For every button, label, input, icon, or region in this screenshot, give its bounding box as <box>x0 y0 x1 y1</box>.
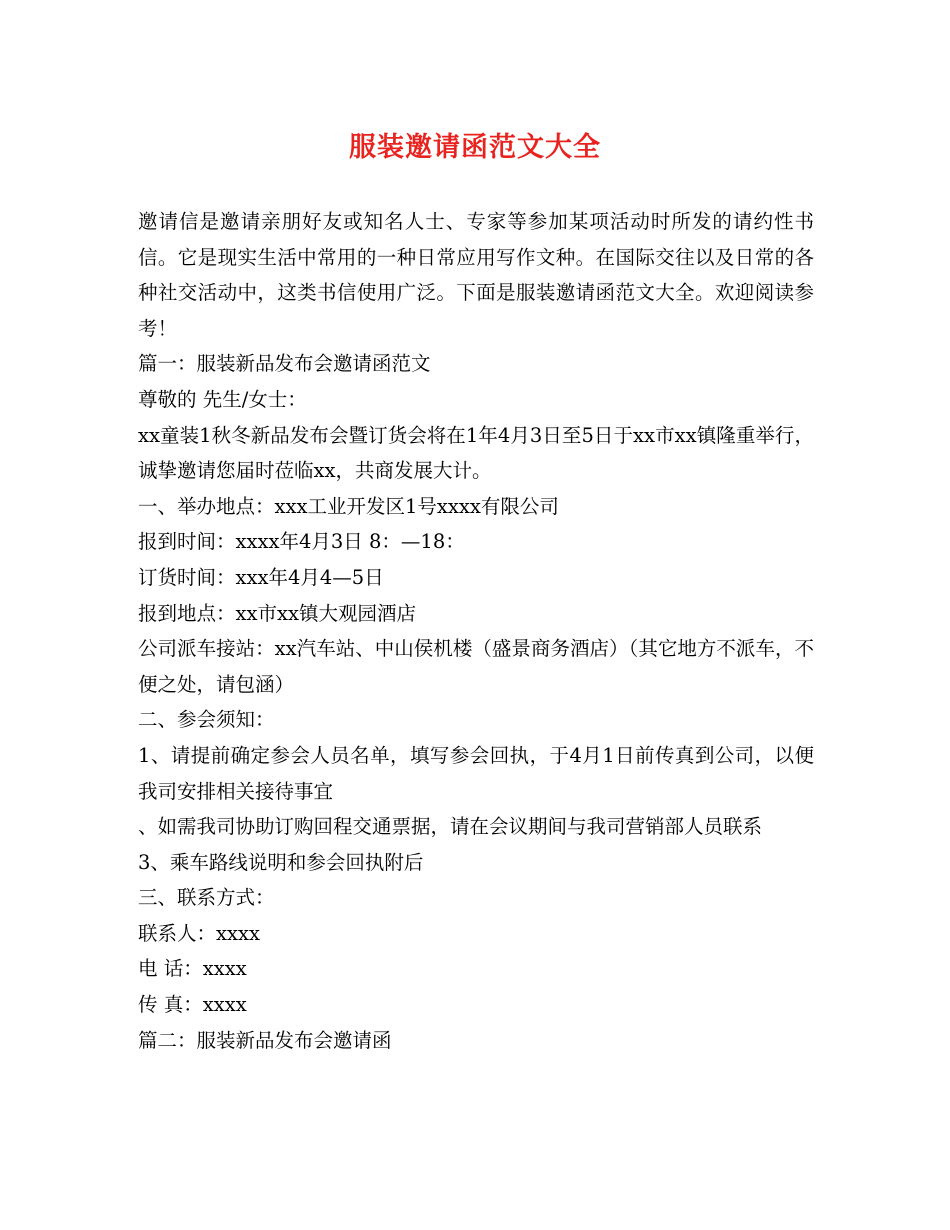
checkin-time-line: 报到时间：xxxx年4月3日 8：—18： <box>138 530 465 554</box>
notice-item-3: 3、乘车路线说明和参会回执附后 <box>138 850 424 874</box>
notice-item-2: 、如需我司协助订购回程交通票据，请在会议期间与我司营销部人员联系 <box>138 815 763 839</box>
salutation: 尊敬的 先生/女士： <box>138 387 307 411</box>
shuttle-paragraph: 公司派车接站：xx汽车站、中山侯机楼（盛景商务酒店）（其它地方不派车，不便之处，请包涵） <box>138 637 814 696</box>
order-time-line: 订货时间：xxx年4月4—5日 <box>138 565 384 589</box>
section-heading-2: 篇二：服装新品发布会邀请函 <box>138 1028 392 1052</box>
section-heading-1: 篇一：服装新品发布会邀请函范文 <box>138 352 431 376</box>
contact-person-line: 联系人：xxxx <box>138 921 260 945</box>
contact-phone-line: 电 话：xxxx <box>138 957 247 981</box>
document-title: 服装邀请函范文大全 <box>349 132 601 163</box>
venue-line: 一、举办地点：xxx工业开发区1号xxxx有限公司 <box>138 494 559 518</box>
document-body <box>138 204 814 1058</box>
checkin-place-line: 报到地点：xx市xx镇大观园酒店 <box>138 601 416 625</box>
contact-fax-line: 传 真：xxxx <box>138 993 247 1017</box>
contact-heading: 三、联系方式： <box>138 886 275 910</box>
invitation-paragraph: xx童装1秋冬新品发布会暨订货会将在1年4月3日至5日于xx市xx镇隆重举行，诚挚邀请您届时莅临xx，共商发展大计。 <box>138 423 814 483</box>
notice-heading: 二、参会须知： <box>138 708 275 732</box>
notice-item-1: 1、请提前确定参会人员名单，填写参会回执，于4月1日前传真到公司，以便我司安排相关接待事宜 <box>138 743 814 803</box>
intro-paragraph: 邀请信是邀请亲朋好友或知名人士、专家等参加某项活动时所发的请约性书信。它是现实生活中常用的一种日常应用写作文种。在国际交往以及日常的各种社交活动中，这类书信使用广泛。下面是服装邀请函范文大全。欢迎阅读参考！ <box>138 210 814 340</box>
